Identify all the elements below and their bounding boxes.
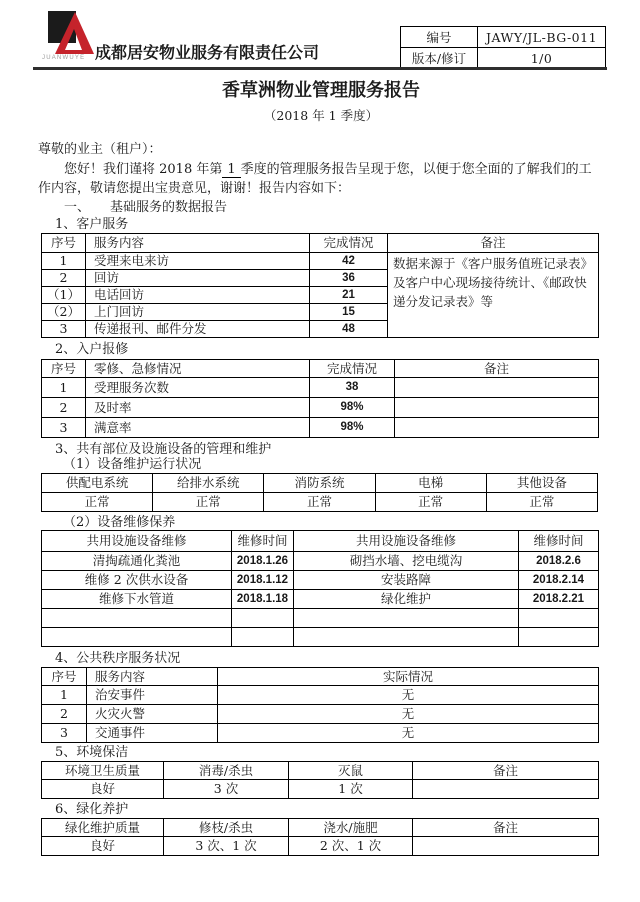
col-header: 备注 bbox=[413, 819, 599, 837]
col-header: 电梯 bbox=[375, 474, 486, 493]
cell: 受理服务次数 bbox=[86, 378, 310, 398]
cell: 正常 bbox=[42, 493, 153, 512]
table-row bbox=[401, 27, 606, 48]
cell: 上门回访 bbox=[86, 304, 310, 321]
cell: 2018.2.6 bbox=[519, 552, 599, 571]
section-number: 一、 bbox=[64, 200, 91, 215]
cell: 42 bbox=[310, 253, 388, 270]
cell: 3 bbox=[42, 724, 87, 743]
col-header: 其他设备 bbox=[486, 474, 597, 493]
equipment-status-table bbox=[41, 473, 598, 512]
cell: 1 bbox=[42, 686, 87, 705]
col-header: 维修时间 bbox=[519, 531, 599, 552]
intro-paragraph bbox=[38, 160, 604, 198]
doc-info-table bbox=[400, 26, 606, 69]
company-logo-icon bbox=[44, 9, 98, 57]
cell: （2） bbox=[42, 304, 86, 321]
cell: 满意率 bbox=[86, 418, 310, 438]
cell: 2 bbox=[42, 270, 86, 287]
table-row bbox=[42, 552, 599, 571]
col-header: 备注 bbox=[388, 234, 599, 253]
report-title: 香草洲物业管理服务报告 bbox=[222, 80, 420, 101]
greening-heading: 6、绿化养护 bbox=[55, 802, 129, 817]
cell: 治安事件 bbox=[87, 686, 218, 705]
doc-number-value: JAWY/JL-BG-011 bbox=[478, 27, 606, 48]
cell: 正常 bbox=[153, 493, 264, 512]
cell bbox=[519, 609, 599, 628]
table-row bbox=[42, 571, 599, 590]
col-header: 绿化维护质量 bbox=[42, 819, 164, 837]
cell bbox=[42, 628, 232, 647]
page-header bbox=[0, 0, 640, 70]
col-header: 灭鼠 bbox=[289, 762, 413, 780]
table-row bbox=[42, 493, 598, 512]
doc-number-label: 编号 bbox=[401, 27, 478, 48]
cell: 2 次、1 次 bbox=[289, 837, 413, 856]
section-title: 基础服务的数据报告 bbox=[110, 200, 228, 215]
public-order-heading: 4、公共秩序服务状况 bbox=[55, 651, 181, 666]
table-header-row bbox=[42, 668, 599, 686]
cell: 无 bbox=[218, 724, 599, 743]
cell: 正常 bbox=[375, 493, 486, 512]
cell: 受理来电来访 bbox=[86, 253, 310, 270]
cell: 砌挡水墙、挖电缆沟 bbox=[294, 552, 519, 571]
col-header: 修枝/杀虫 bbox=[164, 819, 289, 837]
cell: 15 bbox=[310, 304, 388, 321]
cell: 良好 bbox=[42, 780, 164, 799]
cell: 维修 2 次供水设备 bbox=[42, 571, 232, 590]
company-name: 成都居安物业服务有限责任公司 bbox=[95, 43, 320, 62]
customer-service-table bbox=[41, 233, 599, 338]
table-row bbox=[42, 705, 599, 724]
table-header-row bbox=[42, 234, 599, 253]
col-header: 备注 bbox=[395, 360, 599, 378]
table-row bbox=[42, 253, 599, 270]
cell: （1） bbox=[42, 287, 86, 304]
cell: 正常 bbox=[486, 493, 597, 512]
cell: 3 bbox=[42, 418, 86, 438]
cell: 3 次、1 次 bbox=[164, 837, 289, 856]
facility-sub2-heading: （2）设备维修保养 bbox=[63, 515, 176, 530]
table-header-row bbox=[42, 531, 599, 552]
cell: 2018.1.18 bbox=[232, 590, 294, 609]
table-row bbox=[42, 628, 599, 647]
cell bbox=[232, 609, 294, 628]
cell bbox=[42, 609, 232, 628]
col-header: 共用设施设备维修 bbox=[294, 531, 519, 552]
col-header: 给排水系统 bbox=[153, 474, 264, 493]
table-header-row bbox=[42, 474, 598, 493]
section-1-heading bbox=[38, 200, 604, 216]
table-row bbox=[42, 780, 599, 799]
cell: 交通事件 bbox=[87, 724, 218, 743]
col-header: 共用设施设备维修 bbox=[42, 531, 232, 552]
report-body bbox=[0, 80, 640, 856]
cell: 98% bbox=[310, 418, 395, 438]
maintenance-table bbox=[41, 530, 599, 647]
cell: 正常 bbox=[264, 493, 375, 512]
cell: 2 bbox=[42, 398, 86, 418]
cell: 98% bbox=[310, 398, 395, 418]
col-header: 序号 bbox=[42, 234, 86, 253]
table-row bbox=[401, 48, 606, 69]
facility-heading: 3、共有部位及设施设备的管理和维护 bbox=[55, 442, 272, 457]
cell bbox=[413, 837, 599, 856]
cell: 2 bbox=[42, 705, 87, 724]
intro-text-post: 季度的管理服务报告呈现于您，以便于您全面的了解我们的工作内容，敬请您提出宝贵意见，谢谢！报告内容如下： bbox=[38, 162, 592, 196]
col-header: 零修、急修情况 bbox=[86, 360, 310, 378]
cell: 安装路障 bbox=[294, 571, 519, 590]
cell: 无 bbox=[218, 686, 599, 705]
col-header: 环境卫生质量 bbox=[42, 762, 164, 780]
col-header: 服务内容 bbox=[86, 234, 310, 253]
table-row bbox=[42, 378, 599, 398]
cell: 1 bbox=[42, 378, 86, 398]
cell: 3 bbox=[42, 321, 86, 338]
cell bbox=[519, 628, 599, 647]
cell: 清掏疏通化粪池 bbox=[42, 552, 232, 571]
quarter-number-underlined: 1 bbox=[222, 162, 240, 178]
col-header: 序号 bbox=[42, 360, 86, 378]
cell: 良好 bbox=[42, 837, 164, 856]
cell: 传递报刊、邮件分发 bbox=[86, 321, 310, 338]
cell: 绿化维护 bbox=[294, 590, 519, 609]
cell: 2018.2.21 bbox=[519, 590, 599, 609]
col-header: 实际情况 bbox=[218, 668, 599, 686]
table-row bbox=[42, 590, 599, 609]
intro-text-pre: 您好！我们谨将 2018 年第 bbox=[64, 162, 223, 177]
table-row bbox=[42, 398, 599, 418]
table-header-row bbox=[42, 819, 599, 837]
col-header: 供配电系统 bbox=[42, 474, 153, 493]
cell: 1 bbox=[42, 253, 86, 270]
table-row bbox=[42, 837, 599, 856]
greening-table bbox=[41, 818, 599, 856]
cell: 无 bbox=[218, 705, 599, 724]
col-header: 完成情况 bbox=[310, 234, 388, 253]
salutation: 尊敬的业主（租户）： bbox=[38, 142, 162, 157]
col-header: 备注 bbox=[413, 762, 599, 780]
table-row bbox=[42, 724, 599, 743]
cell: 电话回访 bbox=[86, 287, 310, 304]
cell bbox=[395, 398, 599, 418]
table-row bbox=[42, 686, 599, 705]
col-header: 服务内容 bbox=[87, 668, 218, 686]
cell: 回访 bbox=[86, 270, 310, 287]
doc-version-value: 1/0 bbox=[478, 48, 606, 69]
cleaning-heading: 5、环境保洁 bbox=[55, 745, 129, 760]
logo-brand-text: JUANWUYE bbox=[42, 55, 86, 61]
cell: 2018.2.14 bbox=[519, 571, 599, 590]
cell bbox=[395, 418, 599, 438]
cell: 48 bbox=[310, 321, 388, 338]
table-row bbox=[42, 418, 599, 438]
cell bbox=[294, 628, 519, 647]
facility-sub1-heading: （1）设备维护运行状况 bbox=[63, 457, 202, 472]
cell: 2018.1.26 bbox=[232, 552, 294, 571]
col-header: 浇水/施肥 bbox=[289, 819, 413, 837]
doc-version-label: 版本/修订 bbox=[401, 48, 478, 69]
remarks-cell: 数据来源于《客户服务值班记录表》及客户中心现场接待统计、《邮政快递分发记录表》等 bbox=[388, 253, 599, 338]
col-header: 消防系统 bbox=[264, 474, 375, 493]
cell: 1 次 bbox=[289, 780, 413, 799]
cell bbox=[232, 628, 294, 647]
col-header: 消毒/杀虫 bbox=[164, 762, 289, 780]
table-header-row bbox=[42, 762, 599, 780]
col-header: 维修时间 bbox=[232, 531, 294, 552]
cell: 维修下水管道 bbox=[42, 590, 232, 609]
cell: 38 bbox=[310, 378, 395, 398]
col-header: 序号 bbox=[42, 668, 87, 686]
public-order-table bbox=[41, 667, 599, 743]
cell bbox=[395, 378, 599, 398]
report-subtitle: （2018 年 1 季度） bbox=[263, 108, 379, 123]
cell bbox=[294, 609, 519, 628]
header-divider bbox=[33, 67, 607, 70]
table-row bbox=[42, 609, 599, 628]
col-header: 完成情况 bbox=[310, 360, 395, 378]
cell: 火灾火警 bbox=[87, 705, 218, 724]
cell: 2018.1.12 bbox=[232, 571, 294, 590]
table-header-row bbox=[42, 360, 599, 378]
customer-service-heading: 1、客户服务 bbox=[55, 217, 129, 232]
cell: 及时率 bbox=[86, 398, 310, 418]
cell: 21 bbox=[310, 287, 388, 304]
cleaning-table bbox=[41, 761, 599, 799]
repair-heading: 2、入户报修 bbox=[55, 342, 129, 357]
cell: 3 次 bbox=[164, 780, 289, 799]
repair-table bbox=[41, 359, 599, 438]
cell: 36 bbox=[310, 270, 388, 287]
cell bbox=[413, 780, 599, 799]
